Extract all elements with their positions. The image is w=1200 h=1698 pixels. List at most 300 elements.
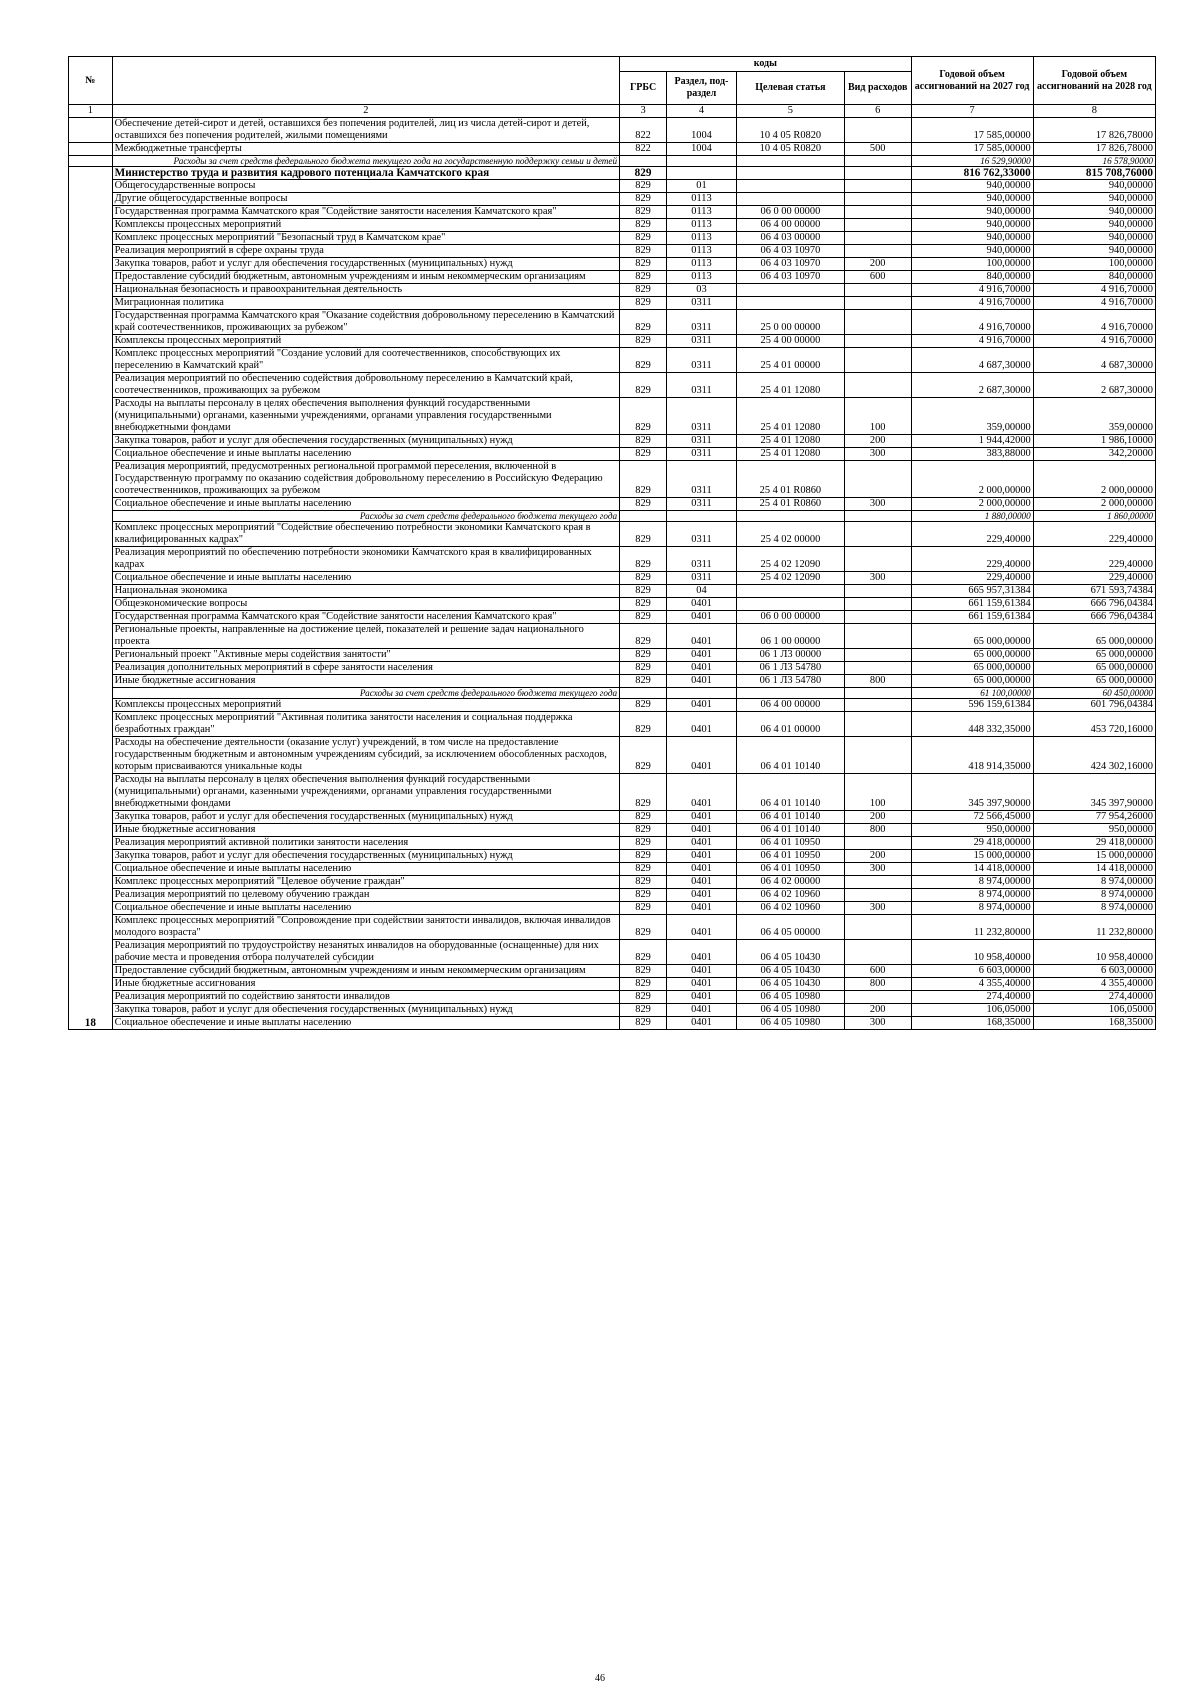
amount-2027-cell: 661 159,61384 xyxy=(911,598,1033,611)
budget-rows xyxy=(69,118,1156,1030)
vid-cell: 600 xyxy=(844,271,911,284)
amount-2027-cell: 940,00000 xyxy=(911,232,1033,245)
amount-2028-cell: 940,00000 xyxy=(1033,193,1155,206)
razdel-cell: 0401 xyxy=(667,649,737,662)
table-row xyxy=(69,180,1156,193)
amount-2028-cell: 274,40000 xyxy=(1033,991,1155,1004)
grbs-cell xyxy=(620,156,667,167)
amount-2028-cell: 17 826,78000 xyxy=(1033,143,1155,156)
amount-2028-cell: 17 826,78000 xyxy=(1033,118,1155,143)
amount-2028-cell: 60 450,00000 xyxy=(1033,688,1155,699)
amount-2027-cell: 2 000,00000 xyxy=(911,461,1033,498)
vid-cell xyxy=(844,522,911,547)
row-name-cell: Реализация мероприятий по содействию занятости инвалидов xyxy=(112,991,619,1004)
razdel-cell: 0401 xyxy=(667,940,737,965)
amount-2028-cell: 940,00000 xyxy=(1033,206,1155,219)
vid-cell: 300 xyxy=(844,498,911,511)
table-row xyxy=(69,206,1156,219)
grbs-cell: 829 xyxy=(620,889,667,902)
razdel-cell: 0401 xyxy=(667,699,737,712)
amount-2027-cell: 8 974,00000 xyxy=(911,902,1033,915)
razdel-cell: 0113 xyxy=(667,232,737,245)
row-name-cell: Иные бюджетные ассигнования xyxy=(112,978,619,991)
row-name-cell: Закупка товаров, работ и услуг для обеспечения государственных (муниципальных) нужд xyxy=(112,435,619,448)
amount-2027-cell: 29 418,00000 xyxy=(911,837,1033,850)
celevaya-cell: 10 4 05 R0820 xyxy=(736,143,844,156)
razdel-cell: 0311 xyxy=(667,448,737,461)
grbs-cell: 829 xyxy=(620,712,667,737)
amount-2027-cell: 10 958,40000 xyxy=(911,940,1033,965)
vid-cell: 300 xyxy=(844,1017,911,1030)
grbs-cell: 829 xyxy=(620,373,667,398)
grbs-cell: 829 xyxy=(620,245,667,258)
vid-cell: 600 xyxy=(844,965,911,978)
razdel-cell xyxy=(667,511,737,522)
amount-2028-cell: 4 687,30000 xyxy=(1033,348,1155,373)
celevaya-cell: 25 4 00 00000 xyxy=(736,335,844,348)
celevaya-cell: 25 0 00 00000 xyxy=(736,310,844,335)
vid-cell xyxy=(844,712,911,737)
grbs-cell: 829 xyxy=(620,649,667,662)
amount-2028-cell: 940,00000 xyxy=(1033,245,1155,258)
razdel-cell: 0401 xyxy=(667,611,737,624)
row-name-cell: Социальное обеспечение и иные выплаты населению xyxy=(112,448,619,461)
column-number: 2 xyxy=(112,105,619,118)
vid-cell xyxy=(844,699,911,712)
vid-cell xyxy=(844,688,911,699)
celevaya-cell: 10 4 05 R0820 xyxy=(736,118,844,143)
amount-2028-cell: 1 986,10000 xyxy=(1033,435,1155,448)
grbs-cell: 829 xyxy=(620,876,667,889)
row-name-cell: Комплексы процессных мероприятий xyxy=(112,335,619,348)
amount-2028-cell: 950,00000 xyxy=(1033,824,1155,837)
amount-2028-cell: 4 916,70000 xyxy=(1033,297,1155,310)
amount-2027-cell: 15 000,00000 xyxy=(911,850,1033,863)
column-number: 7 xyxy=(911,105,1033,118)
amount-2028-cell: 666 796,04384 xyxy=(1033,598,1155,611)
amount-2027-cell: 359,00000 xyxy=(911,398,1033,435)
table-row xyxy=(69,271,1156,284)
grbs-cell: 829 xyxy=(620,863,667,876)
amount-2027-cell: 665 957,31384 xyxy=(911,585,1033,598)
note-row xyxy=(69,511,1156,522)
table-row xyxy=(69,850,1156,863)
amount-2027-cell: 14 418,00000 xyxy=(911,863,1033,876)
razdel-cell: 0401 xyxy=(667,837,737,850)
vid-cell xyxy=(844,348,911,373)
grbs-cell: 829 xyxy=(620,310,667,335)
header-year-2028: Годовой объем ассигнований на 2028 год xyxy=(1033,57,1155,105)
table-row xyxy=(69,737,1156,774)
razdel-cell: 0401 xyxy=(667,737,737,774)
amount-2027-cell: 661 159,61384 xyxy=(911,611,1033,624)
amount-2028-cell: 4 916,70000 xyxy=(1033,335,1155,348)
row-name-cell: Расходы на выплаты персоналу в целях обеспечения выполнения функций государственными (муниципальными) органами, казенными учреждениями, органами управления государственными внебюджетными фондами xyxy=(112,774,619,811)
amount-2028-cell: 29 418,00000 xyxy=(1033,837,1155,850)
grbs-cell: 829 xyxy=(620,167,667,180)
amount-2028-cell: 453 720,16000 xyxy=(1033,712,1155,737)
celevaya-cell: 06 4 01 10950 xyxy=(736,837,844,850)
celevaya-cell: 06 1 Л3 54780 xyxy=(736,662,844,675)
table-row xyxy=(69,837,1156,850)
table-row xyxy=(69,699,1156,712)
row-name-cell: Иные бюджетные ассигнования xyxy=(112,824,619,837)
row-name-cell: Предоставление субсидий бюджетным, автономным учреждениям и иным некоммерческим организациям xyxy=(112,271,619,284)
row-index-cell xyxy=(69,118,113,143)
amount-2028-cell: 168,35000 xyxy=(1033,1017,1155,1030)
celevaya-cell: 06 4 05 10980 xyxy=(736,991,844,1004)
razdel-cell: 0311 xyxy=(667,297,737,310)
celevaya-cell: 06 0 00 00000 xyxy=(736,611,844,624)
amount-2027-cell: 229,40000 xyxy=(911,547,1033,572)
vid-cell xyxy=(844,373,911,398)
grbs-cell: 829 xyxy=(620,547,667,572)
grbs-cell: 829 xyxy=(620,219,667,232)
row-name-cell: Реализация дополнительных мероприятий в сфере занятости населения xyxy=(112,662,619,675)
amount-2027-cell: 840,00000 xyxy=(911,271,1033,284)
table-row xyxy=(69,675,1156,688)
grbs-cell: 829 xyxy=(620,991,667,1004)
razdel-cell: 0401 xyxy=(667,863,737,876)
table-row xyxy=(69,889,1156,902)
amount-2028-cell: 15 000,00000 xyxy=(1033,850,1155,863)
amount-2027-cell: 345 397,90000 xyxy=(911,774,1033,811)
vid-cell xyxy=(844,180,911,193)
amount-2027-cell: 4 916,70000 xyxy=(911,284,1033,297)
celevaya-cell: 25 4 01 12080 xyxy=(736,373,844,398)
note-row xyxy=(69,688,1156,699)
row-name-cell: Социальное обеспечение и иные выплаты населению xyxy=(112,863,619,876)
row-name-cell: Реализация мероприятий по трудоустройству незанятых инвалидов на оборудованные (оснащенные) для них рабочие места и проведения отбора получателей субсидии xyxy=(112,940,619,965)
amount-2028-cell: 2 000,00000 xyxy=(1033,461,1155,498)
grbs-cell: 829 xyxy=(620,585,667,598)
amount-2028-cell: 2 687,30000 xyxy=(1033,373,1155,398)
grbs-cell: 829 xyxy=(620,335,667,348)
celevaya-cell: 06 4 05 10430 xyxy=(736,978,844,991)
budget-table xyxy=(68,56,1156,1030)
amount-2028-cell: 940,00000 xyxy=(1033,219,1155,232)
table-row xyxy=(69,522,1156,547)
amount-2027-cell: 4 916,70000 xyxy=(911,297,1033,310)
grbs-cell: 829 xyxy=(620,498,667,511)
table-row xyxy=(69,232,1156,245)
razdel-cell: 0113 xyxy=(667,193,737,206)
razdel-cell: 0401 xyxy=(667,915,737,940)
amount-2027-cell: 65 000,00000 xyxy=(911,649,1033,662)
row-name-cell: Межбюджетные трансферты xyxy=(112,143,619,156)
header-vid: Вид расходов xyxy=(844,72,911,105)
vid-cell: 200 xyxy=(844,435,911,448)
header-codes: коды xyxy=(620,57,911,72)
table-row xyxy=(69,624,1156,649)
razdel-cell: 0113 xyxy=(667,271,737,284)
celevaya-cell: 06 4 02 10960 xyxy=(736,889,844,902)
row-name-cell: Реализация мероприятий по обеспечению содействия добровольному переселению в Камчатский край, соотечественников, проживающих за рубежом xyxy=(112,373,619,398)
column-number: 6 xyxy=(844,105,911,118)
vid-cell xyxy=(844,167,911,180)
razdel-cell: 0401 xyxy=(667,1004,737,1017)
razdel-cell: 0401 xyxy=(667,850,737,863)
celevaya-cell: 06 4 01 10950 xyxy=(736,850,844,863)
vid-cell: 200 xyxy=(844,1004,911,1017)
table-row xyxy=(69,219,1156,232)
header-name xyxy=(112,57,619,105)
row-name-cell: Государственная программа Камчатского края "Содействие занятости населения Камчатского края" xyxy=(112,611,619,624)
razdel-cell xyxy=(667,688,737,699)
table-row xyxy=(69,649,1156,662)
vid-cell: 800 xyxy=(844,978,911,991)
amount-2027-cell: 383,88000 xyxy=(911,448,1033,461)
row-name-cell: Реализация мероприятий по целевому обучению граждан xyxy=(112,889,619,902)
amount-2028-cell: 940,00000 xyxy=(1033,180,1155,193)
table-row xyxy=(69,774,1156,811)
celevaya-cell: 06 4 05 10980 xyxy=(736,1004,844,1017)
vid-cell xyxy=(844,547,911,572)
column-number-row xyxy=(69,105,1156,118)
grbs-cell: 829 xyxy=(620,824,667,837)
column-number: 1 xyxy=(69,105,113,118)
celevaya-cell: 06 4 00 00000 xyxy=(736,219,844,232)
row-name-cell: Комплекс процессных мероприятий "Содействие обеспечению потребности экономики Камчатского края в квалифицированных кадрах" xyxy=(112,522,619,547)
row-index-cell: 18 xyxy=(69,167,113,1030)
amount-2027-cell: 65 000,00000 xyxy=(911,662,1033,675)
column-number: 5 xyxy=(736,105,844,118)
amount-2027-cell: 17 585,00000 xyxy=(911,118,1033,143)
table-row xyxy=(69,435,1156,448)
vid-cell xyxy=(844,624,911,649)
celevaya-cell xyxy=(736,156,844,167)
amount-2027-cell: 100,00000 xyxy=(911,258,1033,271)
celevaya-cell: 06 4 01 10140 xyxy=(736,811,844,824)
razdel-cell: 0401 xyxy=(667,902,737,915)
vid-cell: 300 xyxy=(844,572,911,585)
grbs-cell: 829 xyxy=(620,662,667,675)
row-name-cell: Общегосударственные вопросы xyxy=(112,180,619,193)
row-name-cell: Региональный проект "Активные меры содействия занятости" xyxy=(112,649,619,662)
table-row xyxy=(69,991,1156,1004)
razdel-cell: 1004 xyxy=(667,118,737,143)
grbs-cell: 829 xyxy=(620,915,667,940)
amount-2027-cell: 4 355,40000 xyxy=(911,978,1033,991)
razdel-cell: 0401 xyxy=(667,598,737,611)
grbs-cell: 829 xyxy=(620,902,667,915)
amount-2027-cell: 4 687,30000 xyxy=(911,348,1033,373)
grbs-cell: 829 xyxy=(620,978,667,991)
table-row xyxy=(69,876,1156,889)
celevaya-cell xyxy=(736,167,844,180)
vid-cell: 800 xyxy=(844,675,911,688)
celevaya-cell: 06 1 00 00000 xyxy=(736,624,844,649)
amount-2028-cell: 359,00000 xyxy=(1033,398,1155,435)
table-row xyxy=(69,965,1156,978)
amount-2028-cell: 10 958,40000 xyxy=(1033,940,1155,965)
table-row xyxy=(69,585,1156,598)
vid-cell: 300 xyxy=(844,448,911,461)
celevaya-cell: 06 1 Л3 54780 xyxy=(736,675,844,688)
row-name-cell: Расходы за счет средств федерального бюджета текущего года xyxy=(112,688,619,699)
razdel-cell: 0113 xyxy=(667,219,737,232)
amount-2028-cell: 345 397,90000 xyxy=(1033,774,1155,811)
table-row xyxy=(69,662,1156,675)
vid-cell xyxy=(844,876,911,889)
grbs-cell: 829 xyxy=(620,965,667,978)
razdel-cell xyxy=(667,167,737,180)
table-row xyxy=(69,118,1156,143)
grbs-cell: 829 xyxy=(620,284,667,297)
grbs-cell: 829 xyxy=(620,348,667,373)
table-row xyxy=(69,824,1156,837)
amount-2027-cell: 2 000,00000 xyxy=(911,498,1033,511)
amount-2027-cell: 1 880,00000 xyxy=(911,511,1033,522)
vid-cell xyxy=(844,991,911,1004)
grbs-cell: 829 xyxy=(620,461,667,498)
row-name-cell: Государственная программа Камчатского края "Оказание содействия добровольному переселению в Камчатский край соотечественников, проживающих за рубежом" xyxy=(112,310,619,335)
vid-cell xyxy=(844,585,911,598)
celevaya-cell: 06 4 01 10140 xyxy=(736,737,844,774)
amount-2027-cell: 940,00000 xyxy=(911,219,1033,232)
row-name-cell: Государственная программа Камчатского края "Содействие занятости населения Камчатского края" xyxy=(112,206,619,219)
amount-2027-cell: 16 529,90000 xyxy=(911,156,1033,167)
grbs-cell: 829 xyxy=(620,675,667,688)
razdel-cell: 0401 xyxy=(667,965,737,978)
vid-cell xyxy=(844,232,911,245)
vid-cell xyxy=(844,940,911,965)
vid-cell xyxy=(844,737,911,774)
grbs-cell xyxy=(620,511,667,522)
celevaya-cell: 25 4 02 12090 xyxy=(736,547,844,572)
vid-cell xyxy=(844,649,911,662)
amount-2028-cell: 601 796,04384 xyxy=(1033,699,1155,712)
amount-2028-cell: 840,00000 xyxy=(1033,271,1155,284)
table-row xyxy=(69,978,1156,991)
grbs-cell: 829 xyxy=(620,522,667,547)
amount-2028-cell: 424 302,16000 xyxy=(1033,737,1155,774)
grbs-cell: 829 xyxy=(620,572,667,585)
row-name-cell: Расходы на выплаты персоналу в целях обеспечения выполнения функций государственными (муниципальными) органами, казенными учреждениями, органами управления государственными внебюджетными фондами xyxy=(112,398,619,435)
razdel-cell: 0401 xyxy=(667,876,737,889)
table-row xyxy=(69,335,1156,348)
razdel-cell: 0401 xyxy=(667,774,737,811)
celevaya-cell xyxy=(736,688,844,699)
razdel-cell: 0311 xyxy=(667,498,737,511)
vid-cell: 300 xyxy=(844,863,911,876)
amount-2028-cell: 8 974,00000 xyxy=(1033,876,1155,889)
table-row xyxy=(69,902,1156,915)
amount-2028-cell: 100,00000 xyxy=(1033,258,1155,271)
amount-2027-cell: 229,40000 xyxy=(911,572,1033,585)
table-row xyxy=(69,348,1156,373)
celevaya-cell: 25 4 01 12080 xyxy=(736,435,844,448)
header-year-2027: Годовой объем ассигнований на 2027 год xyxy=(911,57,1033,105)
grbs-cell: 829 xyxy=(620,699,667,712)
table-row xyxy=(69,167,1156,180)
table-row xyxy=(69,712,1156,737)
row-name-cell: Закупка товаров, работ и услуг для обеспечения государственных (муниципальных) нужд xyxy=(112,258,619,271)
vid-cell xyxy=(844,511,911,522)
vid-cell xyxy=(844,156,911,167)
grbs-cell: 822 xyxy=(620,143,667,156)
table-row xyxy=(69,461,1156,498)
row-name-cell: Комплекс процессных мероприятий "Создание условий для соотечественников, способствующих их переселению в Камчатский край" xyxy=(112,348,619,373)
razdel-cell: 0311 xyxy=(667,572,737,585)
razdel-cell: 0113 xyxy=(667,258,737,271)
grbs-cell: 829 xyxy=(620,611,667,624)
grbs-cell: 829 xyxy=(620,774,667,811)
celevaya-cell xyxy=(736,585,844,598)
grbs-cell: 829 xyxy=(620,940,667,965)
celevaya-cell xyxy=(736,598,844,611)
table-row xyxy=(69,915,1156,940)
amount-2027-cell: 11 232,80000 xyxy=(911,915,1033,940)
grbs-cell: 829 xyxy=(620,398,667,435)
amount-2028-cell: 65 000,00000 xyxy=(1033,649,1155,662)
column-number: 4 xyxy=(667,105,737,118)
grbs-cell: 829 xyxy=(620,193,667,206)
amount-2028-cell: 65 000,00000 xyxy=(1033,662,1155,675)
grbs-cell: 829 xyxy=(620,271,667,284)
amount-2028-cell: 671 593,74384 xyxy=(1033,585,1155,598)
table-row xyxy=(69,297,1156,310)
vid-cell xyxy=(844,461,911,498)
amount-2028-cell: 229,40000 xyxy=(1033,522,1155,547)
table-row xyxy=(69,811,1156,824)
amount-2027-cell: 940,00000 xyxy=(911,180,1033,193)
razdel-cell: 0113 xyxy=(667,206,737,219)
grbs-cell: 829 xyxy=(620,1017,667,1030)
table-row xyxy=(69,310,1156,335)
amount-2027-cell: 65 000,00000 xyxy=(911,675,1033,688)
header-grbs: ГРБС xyxy=(620,72,667,105)
amount-2028-cell: 4 916,70000 xyxy=(1033,310,1155,335)
celevaya-cell xyxy=(736,511,844,522)
vid-cell: 300 xyxy=(844,902,911,915)
grbs-cell: 829 xyxy=(620,258,667,271)
razdel-cell: 01 xyxy=(667,180,737,193)
vid-cell: 100 xyxy=(844,398,911,435)
amount-2027-cell: 4 916,70000 xyxy=(911,335,1033,348)
amount-2028-cell: 65 000,00000 xyxy=(1033,624,1155,649)
amount-2027-cell: 8 974,00000 xyxy=(911,889,1033,902)
vid-cell xyxy=(844,206,911,219)
table-row xyxy=(69,1004,1156,1017)
row-name-cell: Другие общегосударственные вопросы xyxy=(112,193,619,206)
row-name-cell: Комплекс процессных мероприятий "Безопасный труд в Камчатском крае" xyxy=(112,232,619,245)
amount-2028-cell: 106,05000 xyxy=(1033,1004,1155,1017)
header-razdel: Раздел, под-раздел xyxy=(667,72,737,105)
vid-cell xyxy=(844,118,911,143)
razdel-cell: 03 xyxy=(667,284,737,297)
celevaya-cell: 06 4 03 00000 xyxy=(736,232,844,245)
row-name-cell: Обеспечение детей-сирот и детей, оставшихся без попечения родителей, лиц из числа детей-сирот и детей, оставшихся без попечения родителей, жилыми помещениями xyxy=(112,118,619,143)
vid-cell xyxy=(844,297,911,310)
row-name-cell: Реализация мероприятий активной политики занятости населения xyxy=(112,837,619,850)
razdel-cell: 0311 xyxy=(667,547,737,572)
amount-2028-cell: 342,20000 xyxy=(1033,448,1155,461)
budget-document xyxy=(68,56,1156,1030)
vid-cell: 200 xyxy=(844,258,911,271)
celevaya-cell xyxy=(736,180,844,193)
razdel-cell xyxy=(667,156,737,167)
row-name-cell: Региональные проекты, направленные на достижение целей, показателей и решение задач национального проекта xyxy=(112,624,619,649)
amount-2028-cell: 8 974,00000 xyxy=(1033,902,1155,915)
grbs-cell: 829 xyxy=(620,837,667,850)
row-name-cell: Реализация мероприятий, предусмотренных региональной программой переселения, включенной в Государственную программу по оказанию содействия добровольному переселению в Российскую Федерацию соотечественников, проживающих за рубежом xyxy=(112,461,619,498)
amount-2027-cell: 61 100,00000 xyxy=(911,688,1033,699)
amount-2028-cell: 11 232,80000 xyxy=(1033,915,1155,940)
celevaya-cell: 06 4 05 10980 xyxy=(736,1017,844,1030)
celevaya-cell: 25 4 01 12080 xyxy=(736,448,844,461)
vid-cell: 800 xyxy=(844,824,911,837)
